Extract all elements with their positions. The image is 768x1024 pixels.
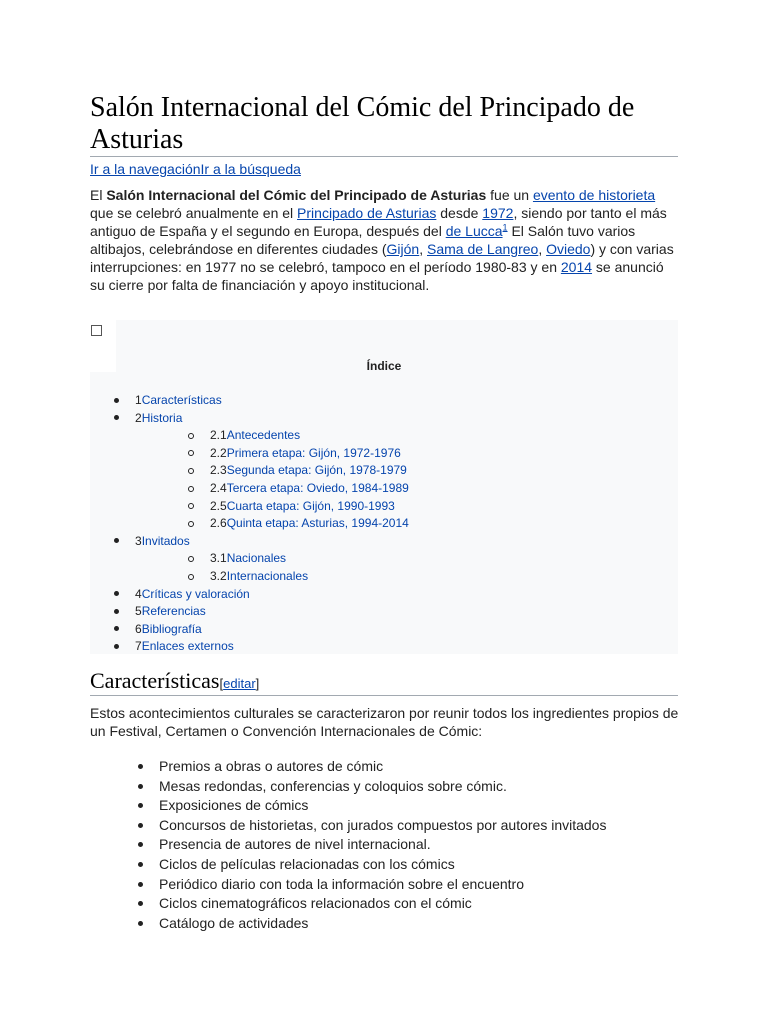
list-bullet xyxy=(138,764,143,769)
toc-entry xyxy=(210,445,401,461)
jump-links xyxy=(90,160,301,178)
toc-link[interactable]: Enlaces externos xyxy=(141,639,234,654)
toc-entry xyxy=(135,603,206,619)
toc-link[interactable]: Historia xyxy=(141,410,183,425)
link-evento-de-historieta[interactable]: evento de historieta xyxy=(532,187,656,203)
list-bullet xyxy=(138,901,143,906)
list-item-text: Periódico diario con toda la información sobre el encuentro xyxy=(159,875,524,892)
toc-number: 2.6 xyxy=(210,516,227,531)
intro-text: se anunció su cierre por falta de financiación y apoyo institucional. xyxy=(90,259,664,293)
toc-number: 2.5 xyxy=(210,498,227,513)
list-bullet xyxy=(138,882,143,887)
toc-number: 2.3 xyxy=(210,463,227,478)
toc-entry xyxy=(210,480,409,496)
link-oviedo[interactable]: Oviedo xyxy=(546,241,591,257)
page-title: Salón Internacional del Cómic del Principado de Asturias xyxy=(90,92,635,155)
intro-paragraph xyxy=(90,186,680,294)
toc-link[interactable]: Nacionales xyxy=(226,551,287,566)
link-de-lucca[interactable]: de Lucca xyxy=(445,223,503,239)
toc-number: 2.1 xyxy=(210,428,227,443)
toc-number: 3.1 xyxy=(210,551,227,566)
toc-link[interactable]: Cuarta etapa: Gijón, 1990-1993 xyxy=(226,498,395,513)
intro-text: desde xyxy=(436,205,483,221)
intro-text: , xyxy=(538,241,547,257)
toc-subbullet xyxy=(188,486,194,492)
reference-1[interactable]: 1 xyxy=(502,222,508,233)
toc-number: 1 xyxy=(135,393,142,407)
toc-link[interactable]: Segunda etapa: Gijón, 1978-1979 xyxy=(226,463,407,478)
toc-entry xyxy=(210,568,308,584)
toc-subbullet xyxy=(188,503,194,509)
link-2014[interactable]: 2014 xyxy=(560,259,593,275)
toc-bullet xyxy=(114,538,119,543)
title-divider xyxy=(90,156,678,157)
section-edit xyxy=(220,676,260,691)
toc-number: 2.4 xyxy=(210,481,227,495)
list-item-text: Mesas redondas, conferencias y coloquios sobre cómic. xyxy=(159,777,507,794)
intro-text: , xyxy=(419,241,427,257)
toc-entry xyxy=(210,515,409,531)
list-item-text: Presencia de autores de nivel internacional. xyxy=(159,836,431,853)
list-bullet xyxy=(138,921,143,926)
toc-entry xyxy=(135,638,234,654)
toc-link[interactable]: Tercera etapa: Oviedo, 1984-1989 xyxy=(226,481,409,495)
list-item-text: Exposiciones de cómics xyxy=(159,797,309,814)
link-sama-de-langreo[interactable]: Sama de Langreo xyxy=(427,241,539,257)
toc-link[interactable]: Internacionales xyxy=(226,569,309,583)
toc-title: Índice xyxy=(366,359,402,373)
toc-entry xyxy=(210,462,407,478)
link-principado-de-asturias[interactable]: Principado de Asturias xyxy=(297,205,437,221)
toc-bullet xyxy=(114,591,119,596)
toc-entry xyxy=(210,427,300,443)
intro-text: El xyxy=(90,187,107,203)
toc-subbullet xyxy=(188,468,194,474)
toc-link[interactable]: Quinta etapa: Asturias, 1994-2014 xyxy=(226,516,409,531)
toc-bullet xyxy=(114,415,119,420)
section-heading-text: Características xyxy=(90,668,220,693)
toc-number: 3.2 xyxy=(210,569,227,583)
list-bullet xyxy=(138,784,143,789)
list-item-text: Premios a obras o autores de cómic xyxy=(159,758,384,774)
toc-bullet xyxy=(114,398,119,403)
toc-subbullet xyxy=(188,450,194,456)
intro-text: El Salón tuvo varios altibajos, celebrándose en diferentes ciudades ( xyxy=(90,223,636,257)
toc-number: 6 xyxy=(135,621,142,636)
intro-text: , siendo por tanto el más antiguo de España y el segundo en Europa, después del xyxy=(90,205,667,239)
toc-number: 3 xyxy=(135,533,142,548)
jump-to-search-link[interactable]: Ir a la búsqueda xyxy=(200,161,301,177)
toc-entry xyxy=(210,498,395,514)
toc-link[interactable]: Antecedentes xyxy=(226,428,301,443)
edit-bracket: ] xyxy=(255,676,260,691)
link-gijon[interactable]: Gijón xyxy=(386,241,420,257)
toc-entry xyxy=(135,621,202,637)
toc-bullet xyxy=(114,626,119,631)
toc-entry xyxy=(210,550,286,566)
toc-entry xyxy=(135,533,190,549)
toc-entry xyxy=(135,410,182,426)
list-item-text: Ciclos cinematográficos relacionados con el cómic xyxy=(159,895,472,912)
list-bullet xyxy=(138,823,143,828)
toc-link[interactable]: Características xyxy=(141,393,222,407)
toc-subbullet xyxy=(188,574,194,580)
toc-number: 2.2 xyxy=(210,445,227,460)
jump-to-navigation-link[interactable]: Ir a la navegación xyxy=(90,161,201,177)
list-bullet xyxy=(138,842,143,847)
toc-link[interactable]: Bibliografía xyxy=(141,621,202,636)
toc-number: 4 xyxy=(135,586,142,601)
toc-link[interactable]: Primera etapa: Gijón, 1972-1976 xyxy=(226,445,401,460)
list-item-text: Catálogo de actividades xyxy=(159,914,309,931)
toc-subbullet xyxy=(188,433,194,439)
edit-section-link[interactable]: editar xyxy=(223,676,256,691)
list-item-text: Concursos de historietas, con jurados compuestos por autores invitados xyxy=(159,816,607,833)
section-divider xyxy=(90,695,678,696)
edit-bracket: [ xyxy=(219,676,224,691)
intro-text: que se celebró anualmente en el xyxy=(90,205,298,221)
intro-text: fue un xyxy=(486,187,533,203)
toc-subbullet xyxy=(188,556,194,562)
toc-entry xyxy=(135,586,250,602)
intro-bold-title: Salón Internacional del Cómic del Principado de Asturias xyxy=(106,187,487,203)
toc-bullet xyxy=(114,644,119,649)
link-1972[interactable]: 1972 xyxy=(482,205,514,221)
toc-toggle-checkbox[interactable] xyxy=(91,325,102,336)
toc-entry xyxy=(135,392,222,408)
toc-number: 5 xyxy=(135,604,142,619)
toc-link[interactable]: Referencias xyxy=(141,604,206,619)
toc-subbullet xyxy=(188,521,194,527)
section-paragraph: Estos acontecimientos culturales se caracterizaron por reunir todos los ingredientes propios de un Festival, Certamen o Convención Internacionales de Cómic: xyxy=(90,705,679,739)
list-bullet xyxy=(138,803,143,808)
list-item-text: Ciclos de películas relacionadas con los cómics xyxy=(159,856,455,872)
intro-text: ) y con varias interrupciones: en 1977 no se celebró, tampoco en el período 1980-83 y en xyxy=(90,241,674,275)
toc-link[interactable]: Invitados xyxy=(141,533,190,548)
section-heading-caracteristicas xyxy=(90,668,259,697)
toc-number: 2 xyxy=(135,410,142,425)
table-of-contents xyxy=(90,320,678,654)
list-bullet xyxy=(138,862,143,867)
toc-link[interactable]: Críticas y valoración xyxy=(141,586,250,601)
toc-bullet xyxy=(114,609,119,614)
toc-number: 7 xyxy=(135,639,142,654)
